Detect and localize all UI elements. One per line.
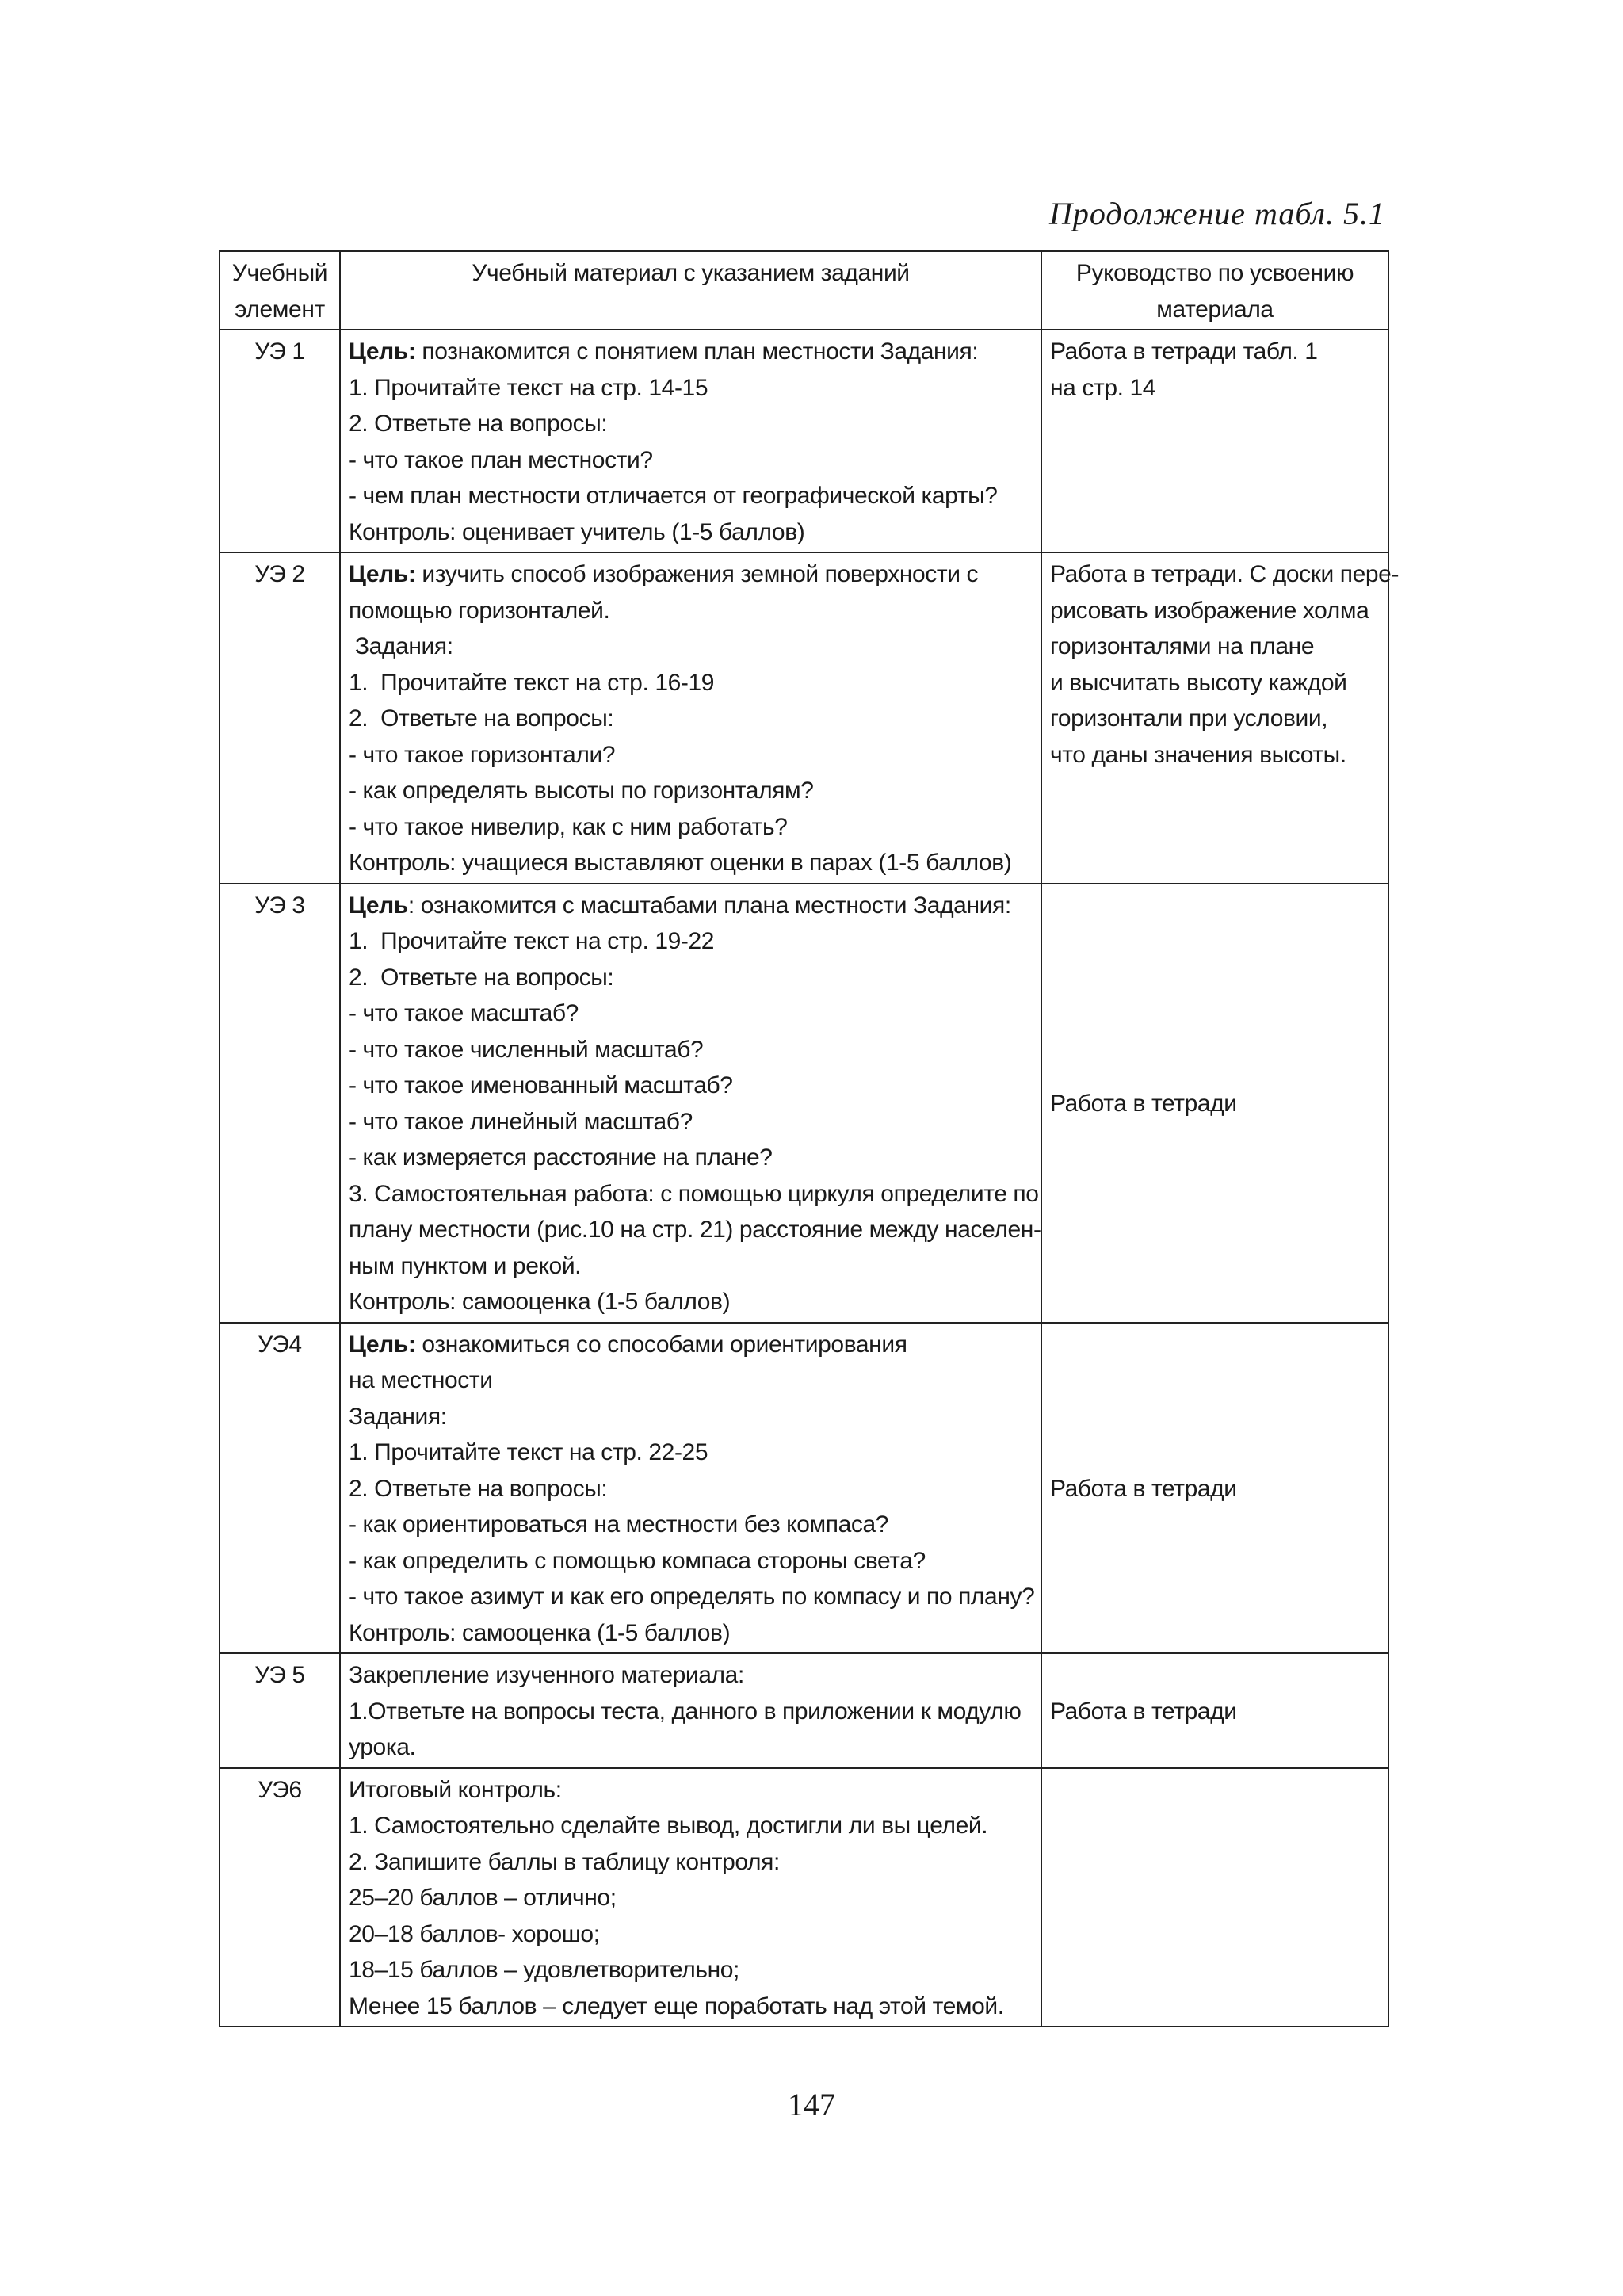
header-guide: Руководство по усвоению материала (1041, 251, 1388, 330)
guide-line: что даны значения высоты. (1050, 741, 1346, 768)
goal-text: ознакомиться со способами ориентирования (415, 1331, 907, 1358)
material-line: Задания: (349, 633, 453, 659)
material-line: - чем план местности отличается от географической карты? (349, 483, 998, 509)
guide-line: Работа в тетради (1050, 1475, 1237, 1502)
table-row (220, 1323, 1388, 1654)
goal-line (349, 556, 1033, 593)
guide-line: Работа в тетради. С доски пере- (1050, 561, 1400, 587)
table-row (220, 884, 1388, 1323)
goal-label: Цель: (349, 1331, 416, 1358)
material-line: 1.Ответьте на вопросы теста, данного в приложении к модулю (349, 1698, 1022, 1725)
material-line: - что такое план местности? (349, 446, 653, 473)
material-line: - что такое численный масштаб? (349, 1036, 704, 1063)
material-line: помощью горизонталей. (349, 597, 610, 624)
guide-line: горизонталями на плане (1050, 633, 1315, 659)
guide-line: Работа в тетради табл. 1 (1050, 338, 1318, 365)
material-line: - что такое азимут и как его определять по компасу и по плану? (349, 1584, 1035, 1610)
table-body (220, 330, 1400, 2027)
element-cell: УЭ 3 (220, 884, 340, 1323)
goal-label: Цель: (349, 338, 416, 365)
element-cell: УЭ4 (220, 1323, 340, 1654)
guide-cell (1041, 1768, 1388, 2027)
element-cell: УЭ 2 (220, 552, 340, 884)
material-line: Менее 15 баллов – следует еще поработать над этой темой. (349, 1992, 1004, 2019)
material-line: 2. Запишите баллы в таблицу контроля: (349, 1848, 780, 1875)
element-cell: УЭ 5 (220, 1653, 340, 1768)
table-row (220, 1768, 1388, 2027)
material-line: - что такое горизонтали? (349, 741, 616, 768)
material-line: 1. Прочитайте текст на стр. 22-25 (349, 1439, 708, 1465)
material-line: 2. Ответьте на вопросы: (349, 964, 614, 991)
material-cell (340, 1768, 1041, 2027)
material-line: Контроль: учащиеся выставляют оценки в парах (1-5 баллов) (349, 850, 1012, 876)
material-line: Контроль: самооценка (1-5 баллов) (349, 1619, 731, 1646)
material-line: урока. (349, 1734, 416, 1760)
material-line: 20–18 баллов- хорошо; (349, 1920, 600, 1947)
goal-text: изучить способ изображения земной поверхности с (415, 561, 979, 587)
material-line: - что такое нивелир, как с ним работать? (349, 813, 788, 840)
guide-cell (1041, 1653, 1388, 1768)
goal-text: : ознакомится с масштабами плана местности Задания: (407, 892, 1011, 919)
material-line: 2. Ответьте на вопросы: (349, 705, 614, 732)
guide-line: Работа в тетради (1050, 1090, 1237, 1117)
table-row (220, 330, 1388, 552)
material-line: - как ориентироваться на местности без компаса? (349, 1511, 889, 1538)
material-line: на местности (349, 1367, 493, 1393)
header-material: Учебный материал с указанием заданий (340, 251, 1041, 330)
guide-line: на стр. 14 (1050, 374, 1156, 401)
material-line: ным пунктом и рекой. (349, 1252, 582, 1279)
material-cell (340, 330, 1041, 552)
table-row (220, 552, 1388, 884)
material-line: - что такое линейный масштаб? (349, 1108, 693, 1135)
material-line: 2. Ответьте на вопросы: (349, 1475, 608, 1502)
guide-line: и высчитать высоту каждой (1050, 669, 1347, 696)
table-header-row (220, 251, 1388, 330)
material-cell (340, 1323, 1041, 1654)
material-cell (340, 552, 1041, 884)
material-cell (340, 1653, 1041, 1768)
material-line: 25–20 баллов – отлично; (349, 1885, 617, 1911)
material-line: плану местности (рис.10 на стр. 21) расстояние между населен- (349, 1217, 1041, 1243)
material-line: Контроль: самооценка (1-5 баллов) (349, 1289, 731, 1315)
material-line: 1. Самостоятельно сделайте вывод, достигли ли вы целей. (349, 1813, 988, 1839)
header-element: Учебный элемент (220, 251, 340, 330)
material-line: 1. Прочитайте текст на стр. 16-19 (349, 669, 715, 696)
guide-line: Работа в тетради (1050, 1698, 1237, 1725)
material-line: - что такое именованный масштаб? (349, 1072, 733, 1098)
goal-line (349, 1327, 1033, 1363)
material-line: Задания: (349, 1403, 447, 1430)
guide-cell (1041, 552, 1400, 884)
material-line: - как определить с помощью компаса стороны света? (349, 1547, 926, 1574)
goal-label: Цель: (349, 561, 416, 587)
guide-line: рисовать изображение холма (1050, 597, 1369, 624)
material-line: Итоговый контроль: (349, 1776, 562, 1803)
goal-line (349, 888, 1033, 924)
lesson-module-table (219, 250, 1400, 2027)
material-line: - как определять высоты по горизонталям? (349, 777, 814, 804)
guide-cell (1041, 1323, 1388, 1654)
goal-label: Цель (349, 892, 408, 919)
guide-line: горизонтали при условии, (1050, 705, 1328, 732)
material-line: 1. Прочитайте текст на стр. 14-15 (349, 374, 708, 401)
guide-cell (1041, 330, 1388, 552)
table-caption: Продолжение табл. 5.1 (1048, 196, 1385, 231)
material-line: 18–15 баллов – удовлетворительно; (349, 1957, 739, 1983)
goal-line (349, 334, 1033, 370)
guide-cell (1041, 884, 1388, 1323)
table-row (220, 1653, 1388, 1768)
element-cell: УЭ6 (220, 1768, 340, 2027)
goal-text: познакомится с понятием план местности Задания: (415, 338, 979, 365)
material-line: 1. Прочитайте текст на стр. 19-22 (349, 928, 715, 954)
material-line: 2. Ответьте на вопросы: (349, 411, 608, 437)
page-number: 147 (788, 2087, 835, 2122)
material-line: Контроль: оценивает учитель (1-5 баллов) (349, 518, 805, 545)
material-line: - что такое масштаб? (349, 1000, 579, 1026)
material-line: 3. Самостоятельная работа: с помощью циркуля определите по (349, 1180, 1039, 1207)
material-line: - как измеряется расстояние на плане? (349, 1144, 773, 1171)
element-cell: УЭ 1 (220, 330, 340, 552)
material-line: Закрепление изученного материала: (349, 1662, 744, 1688)
material-cell (340, 884, 1041, 1323)
